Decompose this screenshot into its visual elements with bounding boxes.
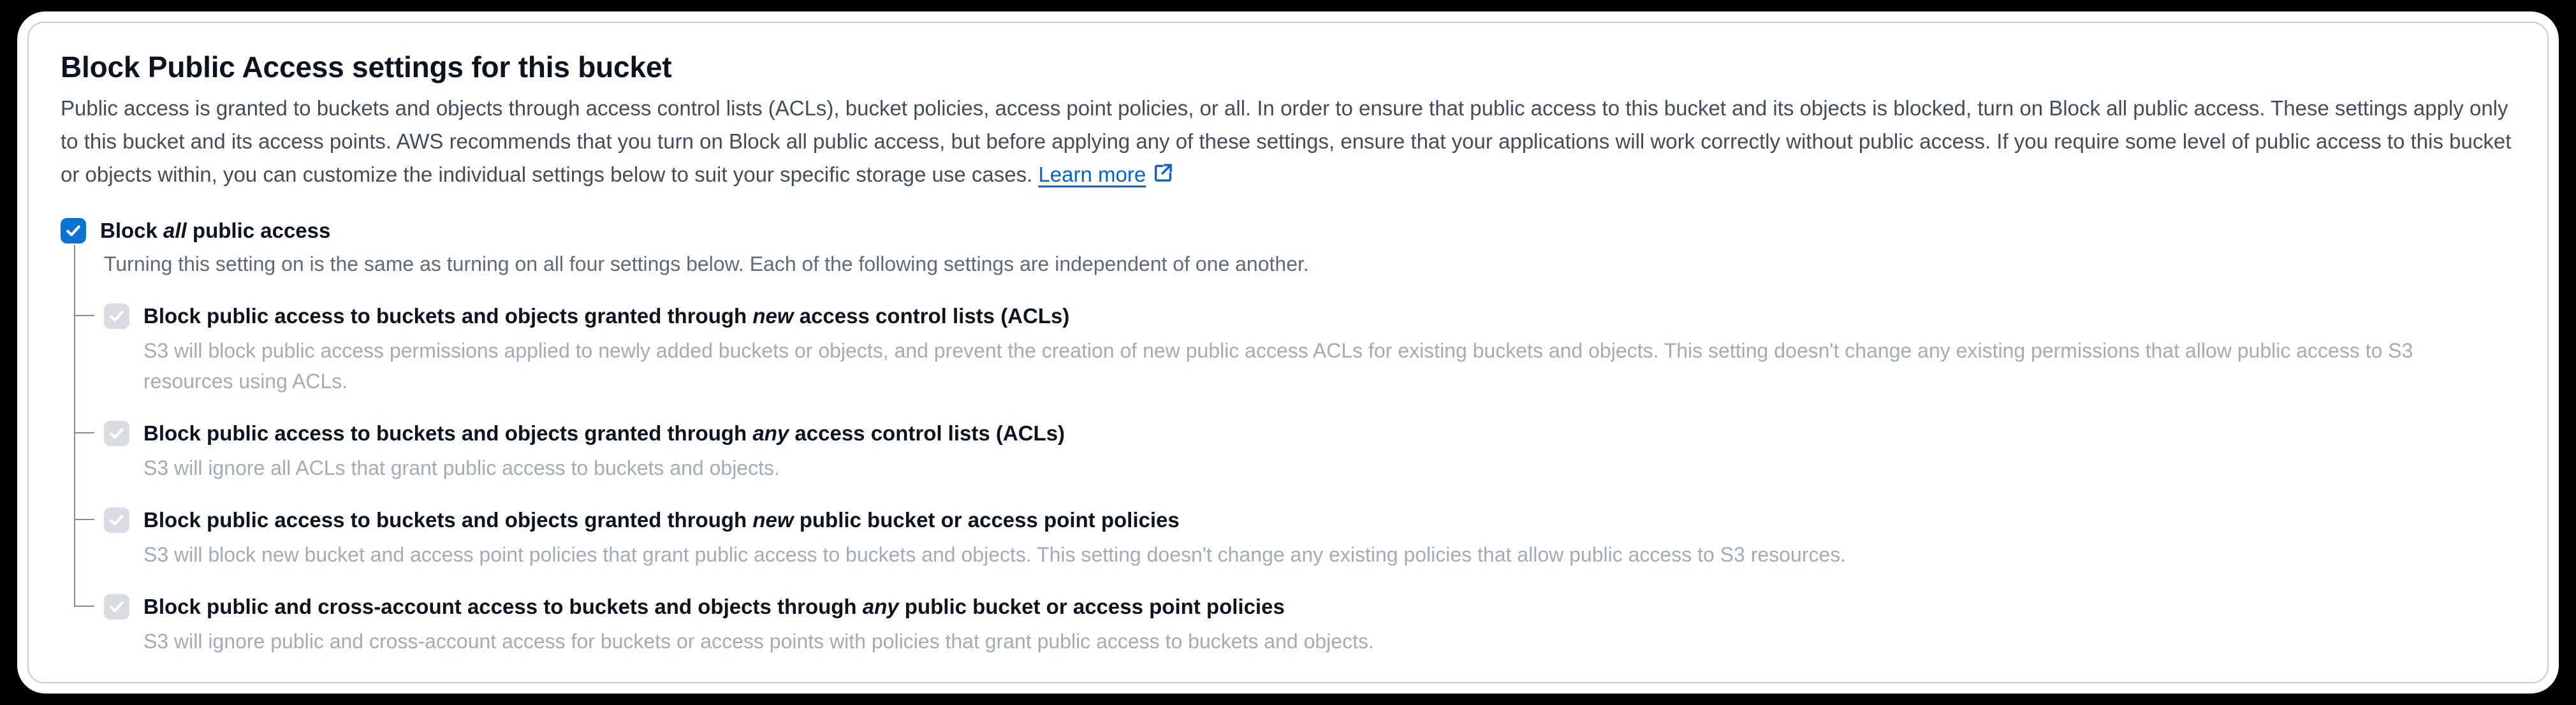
panel-title: Block Public Access settings for this bucket xyxy=(61,50,672,84)
check-icon xyxy=(108,598,126,616)
sub-setting-new-acls-label: Block public access to buckets and objects granted through new access control lists (ACLs) xyxy=(143,304,1070,328)
sub-setting-new-policies-description: S3 will block new bucket and access point policies that grant public access to buckets and objects. This setting doesn't change any existing policies that allow public access to S3 resources. xyxy=(143,543,1847,566)
sub-setting-new-policies-label: Block public access to buckets and objects granted through new public bucket or access point policies xyxy=(143,508,1180,532)
sub-setting-any-acls-row xyxy=(74,396,2512,483)
block-all-public-access-row xyxy=(61,217,2512,245)
check-icon xyxy=(64,222,82,240)
learn-more-link[interactable]: Learn more xyxy=(1038,163,1146,186)
sub-setting-any-acls-description: S3 will ignore all ACLs that grant public access to buckets and objects. xyxy=(143,456,780,479)
sub-setting-any-policies-checkbox xyxy=(104,594,129,620)
sub-setting-new-acls-row xyxy=(74,279,2512,396)
settings-card xyxy=(17,11,2559,694)
panel-description-text: Public access is granted to buckets and objects through access control lists (ACLs), bucket policies, access point policies, or all. In order to ensure that public access to this bucket and its objects is blocked, turn on Block all public access. These settings apply only to this bucket and its access points. AWS recommends that you turn on Block all public access, but before applying any of these settings, ensure that your applications will work correctly without public access. If you require some level of public access to this bucket or objects within, you can customize the individual settings below to suit your specific storage use cases. xyxy=(61,96,2512,186)
sub-setting-content xyxy=(143,506,1846,570)
sub-setting-new-acls-checkbox xyxy=(104,303,129,329)
panel-description xyxy=(61,92,2512,191)
sub-setting-new-policies-row xyxy=(74,483,2512,570)
sub-setting-any-policies-label: Block public and cross-account access to buckets and objects through any public bucket or access point policies xyxy=(143,595,1285,618)
check-icon xyxy=(108,307,126,325)
external-link-icon xyxy=(1152,162,1174,184)
sub-setting-content xyxy=(143,593,1374,657)
sub-setting-new-acls-description: S3 will block public access permissions applied to newly added buckets or objects, and prevent the creation of new public access ACLs for existing buckets and objects. This setting doesn't change any existing permissions that allow public access to S3 resources using ACLs. xyxy=(143,339,2413,393)
sub-setting-content xyxy=(143,419,1065,483)
sub-setting-any-acls-label: Block public access to buckets and objects granted through any access control lists (ACLs) xyxy=(143,421,1065,445)
block-all-public-access-label[interactable]: Block all public access xyxy=(100,219,331,242)
check-icon xyxy=(108,425,126,442)
block-all-public-access-checkbox[interactable] xyxy=(61,218,86,243)
sub-setting-any-policies-description: S3 will ignore public and cross-account access for buckets or access points with policies that grant public access to buckets and objects. xyxy=(143,630,1374,653)
check-icon xyxy=(108,511,126,529)
sub-setting-any-policies-row xyxy=(74,570,2512,657)
sub-setting-new-policies-checkbox xyxy=(104,507,129,533)
sub-setting-content xyxy=(143,302,2413,396)
sub-settings-tree xyxy=(74,245,2512,657)
sub-setting-any-acls-checkbox xyxy=(104,421,129,446)
block-public-access-panel xyxy=(27,22,2549,683)
block-all-description: Turning this setting on is the same as turning on all four settings below. Each of the following settings are independent of one another. xyxy=(74,245,2512,279)
